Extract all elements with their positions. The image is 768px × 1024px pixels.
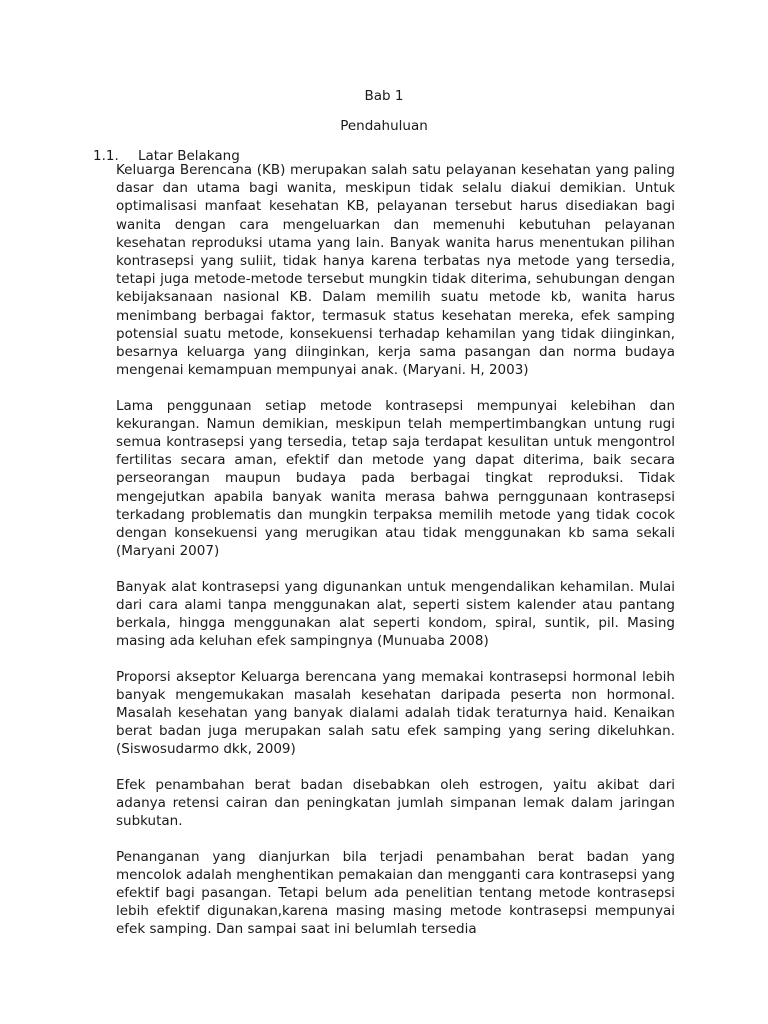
- paragraph: Banyak alat kontrasepsi yang digunankan untuk mengendalikan kehamilan. Mulai dari cara alami tanpa menggunakan alat, seperti sistem kalender atau pantang berkala, hingga menggunakan alat seperti kondom, spiral, suntik, pil. Masing masing ada keluhan efek sampingnya (Munuaba 2008): [116, 578, 675, 650]
- chapter-title: Pendahuluan: [340, 118, 428, 134]
- section-number: 1.1.: [93, 148, 119, 164]
- paragraph: Efek penambahan berat badan disebabkan oleh estrogen, yaitu akibat dari adanya retensi cairan dan peningkatan jumlah simpanan lemak dalam jaringan subkutan.: [116, 776, 675, 830]
- chapter-heading: Bab 1: [364, 88, 404, 104]
- section-title: Latar Belakang: [138, 148, 240, 164]
- paragraph: Keluarga Berencana (KB) merupakan salah satu pelayanan kesehatan yang paling dasar dan utama bagi wanita, meskipun tidak selalu diakui demikian. Untuk optimalisasi manfaat kesehatan KB, pelayanan tersebut harus disediakan bagi wanita dengan cara mengeluarkan dan memenuhi kebutuhan pelayanan kesehatan reproduksi utama yang lain. Banyak wanita harus menentukan pilihan kontrasepsi yang suliit, tidak hanya karena terbatas nya metode yang tersedia, tetapi juga metode-metode tersebut mungkin tidak diterima, sehubungan dengan kebijaksanaan nasional KB. Dalam memilih suatu metode kb, wanita harus menimbang berbagai faktor, termasuk status kesehatan mereka, efek samping potensial suatu metode, konsekuensi terhadap kehamilan yang tidak diinginkan, besarnya keluarga yang diinginkan, kerja sama pasangan dan norma budaya mengenai kemampuan mempunyai anak. (Maryani. H, 2003): [116, 162, 675, 379]
- paragraph: Penanganan yang dianjurkan bila terjadi penambahan berat badan yang mencolok adalah menghentikan pemakaian dan mengganti cara kontrasepsi yang efektif bagi pasangan. Tetapi belum ada penelitian tentang metode kontrasepsi lebih efektif digunakan,karena masing masing metode kontrasepsi mempunyai efek samping. Dan sampai saat ini belumlah tersedia: [116, 848, 675, 938]
- paragraph: Proporsi akseptor Keluarga berencana yang memakai kontrasepsi hormonal lebih banyak mengemukakan masalah kesehatan daripada peserta non hormonal. Masalah kesehatan yang banyak dialami adalah tidak teraturnya haid. Kenaikan berat badan juga merupakan salah satu efek samping yang sering dikeluhkan. (Siswosudarmo dkk, 2009): [116, 668, 675, 758]
- paragraph: Lama penggunaan setiap metode kontrasepsi mempunyai kelebihan dan kekurangan. Namun demikian, meskipun telah mempertimbangkan untung rugi semua kontrasepsi yang tersedia, tetap saja terdapat kesulitan untuk mengontrol fertilitas secara aman, efektif dan metode yang dapat diterima, baik secara perseorangan maupun budaya pada berbagai tingkat reproduksi. Tidak mengejutkan apabila banyak wanita merasa bahwa pernggunaan kontrasepsi terkadang problematis dan mungkin terpaksa memilih metode yang tidak cocok dengan konsekuensi yang merugikan atau tidak menggunakan kb sama sekali (Maryani 2007): [116, 397, 675, 560]
- body-text: [116, 161, 675, 939]
